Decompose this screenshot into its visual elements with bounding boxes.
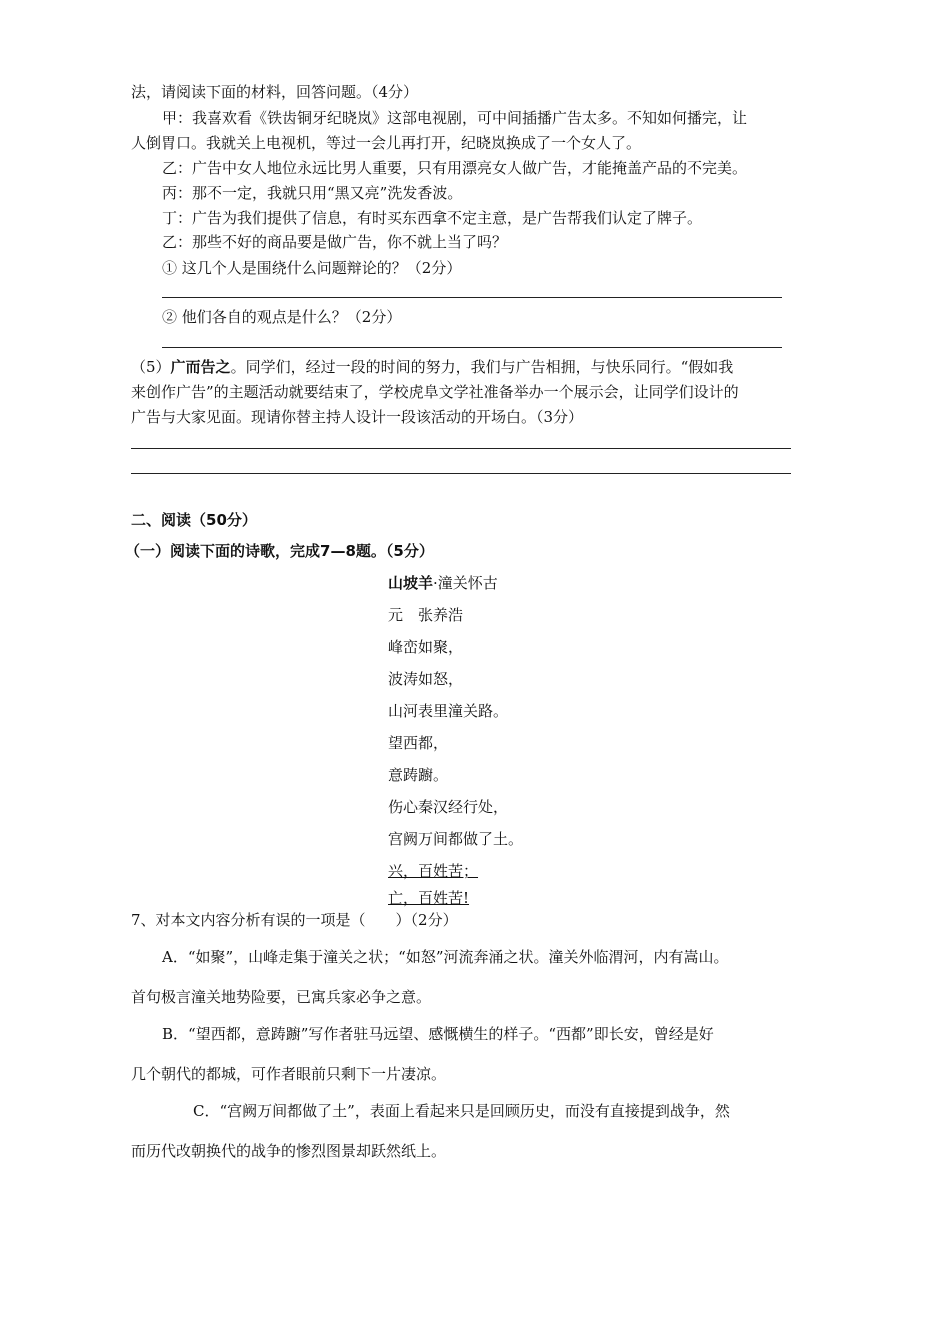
question-5-label: （5） bbox=[131, 358, 171, 376]
question-5-line-2: 来创作广告”的主题活动就要结束了，学校虎阜文学社准备举办一个展示会，让同学们设计的 bbox=[131, 383, 739, 401]
sub-question-1: ① 这几个人是围绕什么问题辩论的？（2分） bbox=[162, 259, 462, 277]
question-5-bold-title: 广而告之 bbox=[170, 358, 231, 376]
dialogue-bing: 丙：那不一定，我就只用“黑又亮”洗发香波。 bbox=[162, 184, 463, 202]
poem-title-bold: 山坡羊 bbox=[388, 574, 434, 592]
poem-line: 宫阙万间都做了土。 bbox=[388, 830, 524, 848]
question-5-line-3: 广告与大家见面。现请你替主持人设计一段该活动的开场白。（3分） bbox=[131, 408, 584, 426]
section-2-part-1: （一）阅读下面的诗歌，完成7—8题。（5分） bbox=[125, 542, 434, 560]
question-7-stem: 7、对本文内容分析有误的一项是（ ）（2分） bbox=[131, 911, 458, 929]
poem-title-rest: ·潼关怀古 bbox=[433, 574, 498, 592]
dialogue-ding: 丁：广告为我们提供了信息，有时买东西拿不定主意，是广告帮我们认定了牌子。 bbox=[162, 209, 703, 227]
dialogue-jia-line-1: 甲：我喜欢看《铁齿铜牙纪晓岚》这部电视剧，可中间插播广告太多。不知如何播完，让 bbox=[162, 109, 748, 127]
dialogue-yi: 乙：广告中女人地位永远比男人重要，只有用漂亮女人做广告，才能掩盖产品的不完美。 bbox=[162, 159, 748, 177]
poem-line: 望西都， bbox=[388, 734, 449, 752]
answer-line-3[interactable] bbox=[131, 448, 791, 449]
poem-author: 元 张养浩 bbox=[388, 606, 464, 624]
poem-line: 峰峦如聚， bbox=[388, 638, 464, 656]
question-5-line-1-rest: 。同学们，经过一段的时间的努力，我们与广告相拥，与快乐同行。“假如我 bbox=[230, 358, 734, 376]
sub-question-2: ② 他们各自的观点是什么？（2分） bbox=[162, 308, 402, 326]
option-c-line-2: 而历代改朝换代的战争的惨烈图景却跃然纸上。 bbox=[131, 1142, 447, 1160]
poem-line: 伤心秦汉经行处， bbox=[388, 798, 509, 816]
option-c-line-1: C．“宫阙万间都做了土”，表面上看起来只是回顾历史，而没有直接提到战争，然 bbox=[193, 1102, 730, 1120]
poem-line: 波涛如怒， bbox=[388, 670, 464, 688]
dialogue-yi-2: 乙：那些不好的商品要是做广告，你不就上当了吗？ bbox=[162, 233, 508, 251]
answer-line-1[interactable] bbox=[162, 297, 782, 298]
dialogue-jia-line-2: 人倒胃口。我就关上电视机，等过一会儿再打开，纪晓岚换成了一个女人了。 bbox=[131, 134, 642, 152]
option-b-line-2: 几个朝代的都城，可作者眼前只剩下一片凄凉。 bbox=[131, 1065, 447, 1083]
answer-line-4[interactable] bbox=[131, 473, 791, 474]
option-a-line-2: 首句极言潼关地势险要，已寓兵家必争之意。 bbox=[131, 988, 432, 1006]
question-5-line-1 bbox=[131, 357, 733, 377]
question-6-intro: 法，请阅读下面的材料，回答问题。（4分） bbox=[131, 83, 419, 101]
answer-line-2[interactable] bbox=[162, 347, 782, 348]
poem-line-underlined: 亡，百姓苦! bbox=[388, 889, 470, 907]
poem-line: 山河表里潼关路。 bbox=[388, 702, 509, 720]
section-2-title: 二、阅读（50分） bbox=[131, 511, 257, 529]
poem-line: 意踌躕。 bbox=[388, 766, 449, 784]
option-a-line-1: A．“如聚”，山峰走集于潼关之状；“如怒”河流奔涌之状。潼关外临渭河，内有嵩山。 bbox=[162, 948, 729, 966]
poem-line-underlined: 兴，百姓苦； bbox=[388, 862, 479, 880]
option-b-line-1: B．“望西都，意踌躕”写作者驻马远望、感慨横生的样子。“西都”即长安，曾经是好 bbox=[162, 1025, 714, 1043]
poem-title bbox=[388, 573, 498, 593]
